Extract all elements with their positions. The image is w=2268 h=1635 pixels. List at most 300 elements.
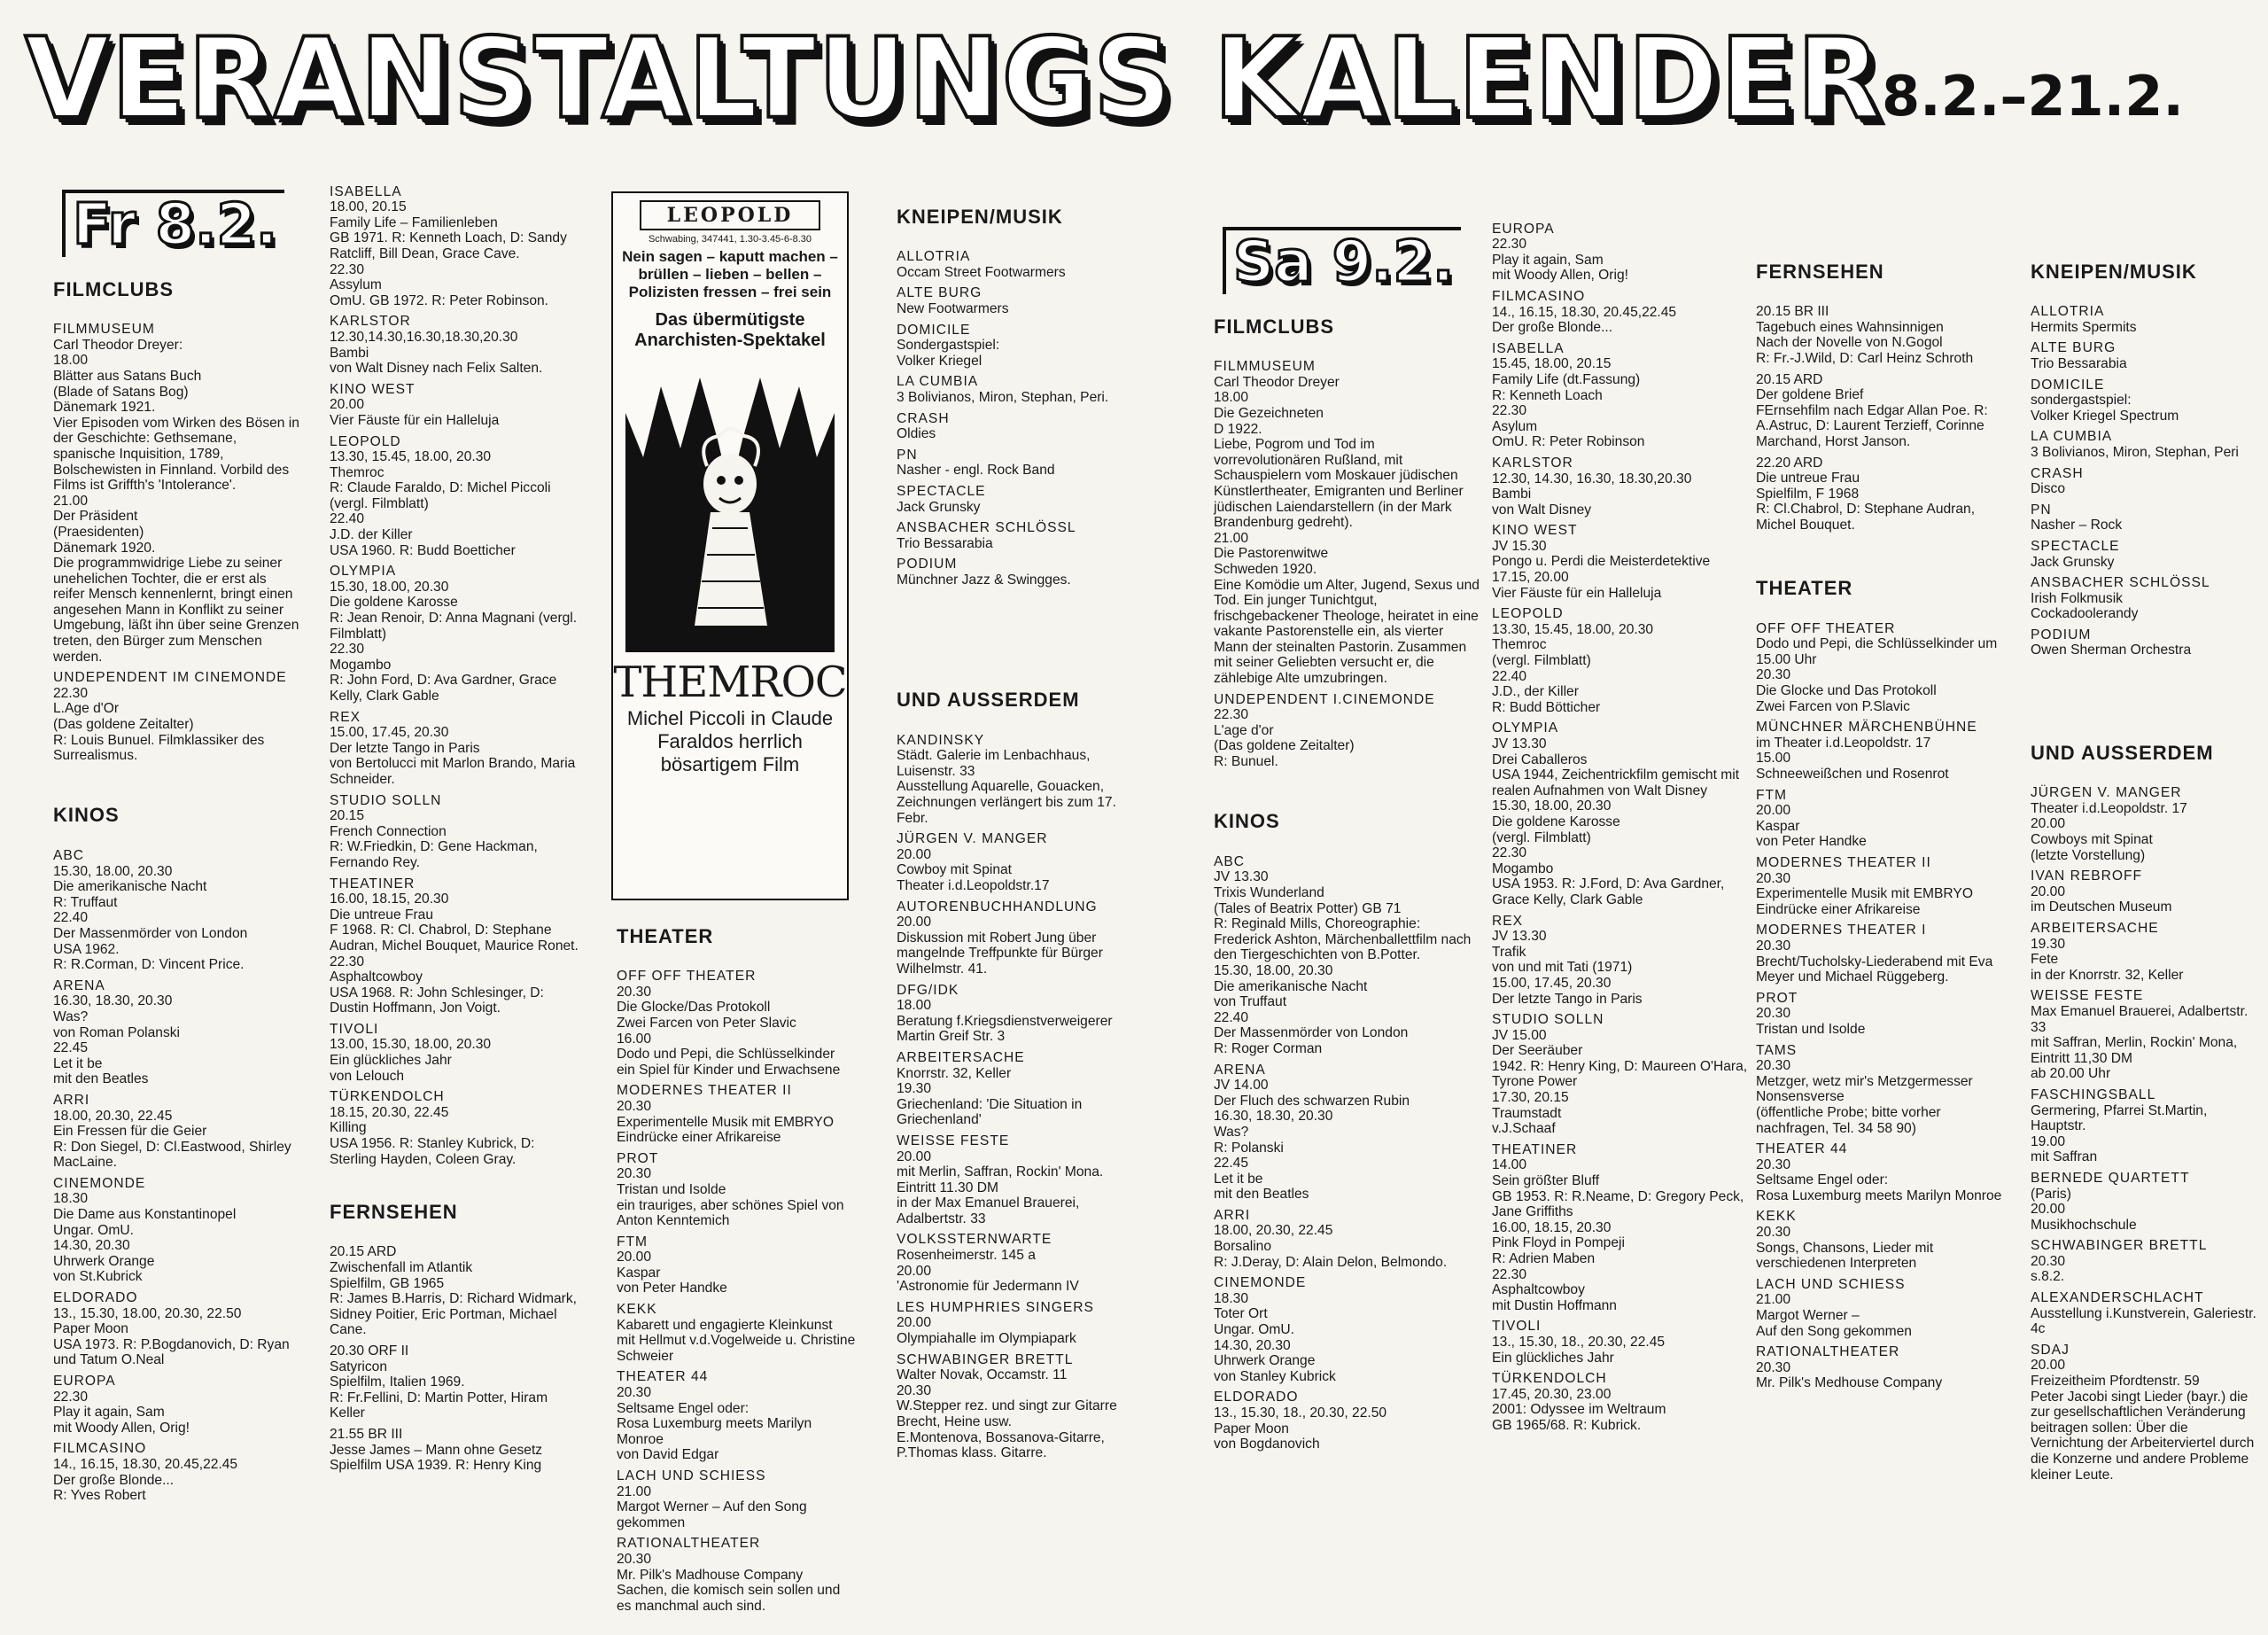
listing-entry (1492, 1012, 1749, 1137)
ad-film-title: THEMROC (613, 658, 847, 707)
venue-name: FILMMUSEUM (53, 322, 155, 338)
venue-name: FILMMUSEUM (1214, 359, 1316, 375)
listing-entry (330, 710, 579, 788)
listing-text: Ausstellung i.Kunstverein, Galeriestr. 4c (2031, 1305, 2256, 1337)
venue-name: ALLOTRIA (897, 249, 971, 265)
venue-name: TIVOLI (1492, 1319, 1542, 1335)
listing-text: 20.15 ARD Zwischenfall im Atlantik Spielfilm, GB 1965 R: James B.Harris, D: Richard Widmark, Sidney Poitier, Eric Portman, Michael Cane. (330, 1244, 577, 1338)
listing-entry (1214, 1275, 1480, 1384)
venue-name: PROT (617, 1150, 659, 1166)
venue-name: PN (2031, 502, 2052, 518)
venue-name: THEATER 44 (617, 1369, 709, 1385)
venue-name: TÜRKENDOLCH (330, 1089, 445, 1105)
listing-entry (1756, 923, 2013, 985)
listing-entry (2031, 785, 2263, 863)
venue-name: RATIONALTHEATER (1756, 1344, 1900, 1360)
listing-entry (330, 793, 579, 871)
listing-entry (1756, 621, 2013, 715)
listing-entry (1492, 914, 1749, 1008)
listing-entry (53, 1374, 301, 1436)
venue-name: LACH UND SCHIESS (1756, 1276, 1906, 1292)
venue-name: REX (330, 709, 361, 725)
listing-text: Hermits Spermits (2031, 319, 2137, 335)
venue-name: MODERNES THEATER II (1756, 855, 1931, 870)
listing-entry (1756, 372, 2013, 450)
listing-entry (1756, 788, 2013, 850)
sat-filmclubs-heading: FILMCLUBS (1214, 315, 1335, 338)
venue-name: TIVOLI (330, 1021, 379, 1037)
listing-text: 20.15 French Connection R: W.Friedkin, D: Gene Hackman, Fernando Rey. (330, 808, 538, 870)
venue-name: THEATINER (1492, 1141, 1578, 1157)
listing-entry (2031, 1290, 2263, 1337)
fri-kneipen-heading: KNEIPEN/MUSIK (897, 205, 1063, 228)
venue-name: PODIUM (2031, 627, 2092, 642)
listing-text: 21.00 Margot Werner – Auf den Song gekommen (1756, 1292, 1912, 1339)
venue-name: KEKK (1756, 1209, 1797, 1225)
listing-text: Carl Theodor Dreyer: 18.00 Blätter aus Satans Buch (Blade of Satans Bog) Dänemark 1921. Vier Episoden vom Wirken des Bösen in der Geschichte: Gethsemane, spanische Inquisition, 1789, Bolschewisten in Finnland. Vorbild des Films ist Griffth's 'Intolerance'. 21.00 Der Präsident (Praesidenten) Dänemark 1920. Die programmwidrige Liebe zu seiner unehelichen Tochter, die er erst als reifer Mensch kennenlernt, bringt einen angesehen Mann in Konflikt zu seiner Umgebung, läßt ihn über seine Grenzen treten, den Bürger zum Menschen werden. (53, 337, 299, 665)
venue-name: FILMCASINO (53, 1441, 147, 1457)
listing-text: 18.00, 20.30, 22.45 Ein Fressen für die Geier R: Don Siegel, D: Cl.Eastwood, Shirley MacLaine. (53, 1108, 291, 1171)
listing-text: JV 13.30 Trixis Wunderland (Tales of Beatrix Potter) GB 71 R: Reginald Mills, Choreographie: Frederick Ashton, Märchenballettfilm nach den Tiergeschichten von B.Potter. 15.30, 18.00, 20.30 Die amerikanische Nacht von Truffaut 22.40 Der Massenmörder von London R: Roger Corman (1214, 869, 1472, 1056)
listing-text: Trio Bessarabia (897, 535, 993, 551)
listing-text: Dodo und Pepi, die Schlüsselkinder um 15.00 Uhr 20.30 Die Glocke und Das Protokoll Zwei Farcen von P.Slavic (1756, 636, 1998, 714)
venue-name: BERNEDE QUARTETT (2031, 1170, 2190, 1186)
venue-name: ARRI (1214, 1207, 1251, 1223)
ad-slogan: Nein sagen – kaputt machen – brüllen – lieben – bellen – Polizisten fressen – frei sein (622, 248, 838, 300)
venue-name: LEOPOLD (1492, 606, 1564, 622)
listing-text: Owen Sherman Orchestra (2031, 642, 2192, 658)
listing-entry (330, 1244, 579, 1338)
venue-name: ELDORADO (53, 1290, 138, 1306)
sat-fernsehen-heading: FERNSEHEN (1756, 260, 1884, 283)
listing-text: 21.55 BR III Jesse James – Mann ohne Gesetz Spielfilm USA 1939. R: Henry King (330, 1426, 543, 1474)
venue-name: CINEMONDE (1214, 1275, 1307, 1291)
venue-name: SPECTACLE (897, 483, 986, 499)
venue-name: FTM (617, 1234, 649, 1250)
listing-entry (1756, 1043, 2013, 1137)
listing-text: 3 Bolivianos, Miron, Stephan, Peri (2031, 444, 2239, 460)
listing-text: 13.30, 15.45, 18.00, 20.30 Themroc (vergl. Filmblatt) 22.40 J.D., der Killer R: Budd Bötticher (1492, 621, 1654, 715)
listing-text: 20.00 Freizeitheim Pfordtenstr. 59 Peter Jacobi singt Lieder (bayr.) die zur gesellschaftlichen Veränderung beitragen sollen: Über die Vernichtung der Arbeiterviertel durch die Konzerne und andere Probleme kleiner Leute. (2031, 1358, 2255, 1483)
listing-entry (2031, 429, 2263, 460)
listing-entry (897, 374, 1145, 405)
listing-text: 16.30, 18.30, 20.30 Was? von Roman Polanski 22.45 Let it be mit den Beatles (53, 993, 181, 1087)
venue-name: KINO WEST (1492, 523, 1578, 539)
venue-name: PN (897, 447, 918, 463)
venue-name: OFF OFF THEATER (617, 969, 757, 985)
listing-entry (1756, 304, 2013, 366)
listing-entry (2031, 378, 2263, 424)
venue-name: PODIUM (897, 557, 958, 572)
listing-entry (330, 1089, 579, 1167)
listing-entry (330, 1427, 579, 1474)
sat-column-1 (1214, 206, 1480, 1517)
listing-entry (897, 557, 1145, 588)
venue-name: KARLSTOR (1492, 455, 1573, 471)
listing-entry (617, 1151, 856, 1229)
venue-name: ARBEITERSACHE (2031, 921, 2159, 936)
listing-entry (897, 484, 1145, 515)
fri-filmclubs-list (53, 322, 301, 764)
venue-name: KINO WEST (330, 381, 416, 397)
listing-text: JV 13.30 Trafik von und mit Tati (1971) 15.00, 17.45, 20.30 Der letzte Tango in Paris (1492, 929, 1643, 1007)
listing-text: sondergastspiel: Volker Kriegel Spectrum (2031, 393, 2179, 424)
listing-entry (1756, 1344, 2013, 1391)
listing-entry (330, 564, 579, 704)
listing-entry (53, 1290, 301, 1368)
listing-text: 18.30 Die Dame aus Konstantinopel Ungar. OmU. 14.30, 20.30 Uhrwerk Orange von St.Kubrick (53, 1191, 237, 1285)
listing-entry (330, 876, 579, 1016)
listing-text: 19.30 Fete in der Knorrstr. 32, Keller (2031, 936, 2184, 983)
listing-entry (1756, 1277, 2013, 1339)
listing-text: 3 Bolivianos, Miron, Stephan, Peri. (897, 389, 1109, 405)
venue-name: LES HUMPHRIES SINGERS (897, 1299, 1094, 1315)
listing-entry (1214, 854, 1480, 1057)
venue-name: MÜNCHNER MÄRCHENBÜHNE (1756, 720, 1977, 736)
fri-column-2 (330, 168, 579, 1542)
listing-entry (1756, 455, 2013, 533)
listing-entry (2031, 1087, 2263, 1165)
venue-name: ELDORADO (1214, 1390, 1299, 1405)
listing-text: 20.15 ARD Der goldene Brief FErnsehfilm nach Edgar Allan Poe. R: A.Astruc, D: Laurent Terzieff, Corinne Marchand, Horst Janson. (1756, 371, 1988, 449)
listing-entry (897, 983, 1145, 1045)
ad-info: Schwabing, 347441, 1.30-3.45-6-8.30 (648, 234, 812, 245)
sat-column-4 (2031, 245, 2263, 1512)
venue-name: LACH UND SCHIESS (617, 1468, 766, 1483)
listing-entry (2031, 627, 2263, 658)
ad-logo: LEOPOLD (640, 200, 820, 230)
masthead-dates: 8.2.–21.2. (1882, 64, 2184, 128)
listing-text: 15.30, 18.00, 20.30 Die amerikanische Nacht R: Truffaut 22.40 Der Massenmörder von London USA 1962. R: R.Corman, D: Vincent Price. (53, 863, 248, 973)
sat-day-label: Sa 9.2. (1223, 227, 1461, 294)
listing-text: 20.30 Tristan und Isolde (1756, 1006, 1866, 1037)
venue-name: ISABELLA (1492, 340, 1565, 356)
venue-name: CINEMONDE (53, 1175, 146, 1191)
fri-kinos-heading: KINOS (53, 804, 120, 827)
fri-kinos-cont-list (330, 184, 579, 1168)
venue-name: SPECTACLE (2031, 538, 2120, 554)
listing-entry (53, 322, 301, 665)
venue-name: ABC (1214, 853, 1246, 869)
venue-name: RATIONALTHEATER (617, 1536, 761, 1552)
listing-entry (53, 1441, 301, 1503)
listing-text: 18.15, 20.30, 22.45 Killing USA 1956. R: Stanley Kubrick, D: Sterling Hayden, Coleen Gray. (330, 1104, 535, 1167)
venue-name: ALLOTRIA (2031, 304, 2105, 320)
fri-theater-heading: THEATER (617, 924, 714, 947)
venue-name: ARRI (53, 1092, 90, 1108)
listing-text: 22.30 Play it again, Sam mit Woody Allen, Orig! (1492, 237, 1628, 284)
listing-entry (1492, 523, 1749, 601)
listing-entry (330, 382, 579, 429)
venue-name: ARENA (53, 977, 105, 993)
listing-entry (2031, 340, 2263, 371)
sat-kneipen-heading: KNEIPEN/MUSIK (2031, 260, 2197, 283)
listing-text: Münchner Jazz & Swingges. (897, 572, 1071, 588)
listing-entry (53, 670, 301, 764)
venue-name: UNDEPENDENT I.CINEMONDE (1214, 691, 1435, 707)
listing-entry (897, 285, 1145, 316)
listing-entry (330, 1343, 579, 1421)
masthead-title: VERANSTALTUNGS KALENDER (25, 13, 1884, 144)
venue-name: FASCHINGSBALL (2031, 1086, 2156, 1102)
listing-text: im Theater i.d.Leopoldstr. 17 15.00 Schneeweißchen und Rosenrot (1756, 735, 1949, 782)
listing-text: Städt. Galerie im Lenbachhaus, Luisenstr. 33 Ausstellung Aquarelle, Gouacken, Zeichnungen verlängert bis zum 17. Febr. (897, 748, 1116, 826)
listing-entry (2031, 304, 2263, 335)
listing-text: 22.30 Play it again, Sam mit Woody Allen, Orig! (53, 1389, 190, 1436)
fri-ausserdem-list (897, 733, 1145, 1461)
listing-entry (1492, 606, 1749, 715)
listing-text: 18.00 Beratung f.Kriegsdienstverweigerer Martin Greif Str. 3 (897, 998, 1113, 1045)
venue-name: THEATINER (330, 876, 416, 891)
listing-text: 22.30 L.Age d'Or (Das goldene Zeitalter) R: Louis Bunuel. Filmklassiker des Surrealismus. (53, 685, 265, 764)
listing-text: 14., 16.15, 18.30, 20.45,22.45 Der große Blonde... R: Yves Robert (53, 1456, 238, 1504)
listing-text: 20.30 Mr. Pilk's Madhouse Company Sachen, die komisch sein sollen und es manchmal auch sind. (617, 1551, 841, 1614)
listing-entry (897, 1232, 1145, 1294)
listing-entry (1214, 1063, 1480, 1203)
sat-kneipen-list (2031, 304, 2263, 658)
listing-text: JV 15.30 Pongo u. Perdi die Meisterdetektive 17.15, 20.00 Vier Fäuste für ein Halleluja (1492, 538, 1711, 601)
listing-text: 22.30 L'age d'or (Das goldene Zeitalter) R: Bunuel. (1214, 707, 1355, 770)
listing-text: 20.30 Tristan und Isolde ein trauriges, aber schönes Spiel von Anton Kenntemich (617, 1166, 844, 1229)
listing-text: (Paris) 20.00 Musikhochschule (2031, 1186, 2137, 1233)
listing-text: Irish Folkmusik Cockadoolerandy (2031, 590, 2139, 622)
listing-text: 13.00, 15.30, 18.00, 20.30 Ein glückliches Jahr von Lelouch (330, 1037, 492, 1084)
listing-entry (617, 1302, 856, 1364)
masthead (25, 12, 2257, 145)
sat-theater-list (1756, 621, 2013, 1391)
listing-text: 22.20 ARD Die untreue Frau Spielfilm, F 1968 R: Cl.Chabrol, D: Stephane Audran, Michel Bouquet. (1756, 455, 1976, 533)
venue-name: AUTORENBUCHHANDLUNG (897, 899, 1098, 915)
venue-name: OLYMPIA (330, 564, 397, 580)
listing-entry (2031, 921, 2263, 983)
fri-kneipen-list (897, 249, 1145, 588)
listing-entry (617, 1369, 856, 1463)
listing-entry (617, 1083, 856, 1145)
venue-name: JÜRGEN V. MANGER (897, 831, 1048, 847)
listing-text: 13., 15.30, 18., 20.30, 22.45 Ein glückliches Jahr (1492, 1334, 1666, 1366)
listing-entry (1214, 1208, 1480, 1270)
listing-entry (1492, 1371, 1749, 1433)
venue-name: ANSBACHER SCHLÖSSL (897, 520, 1076, 536)
listing-entry (2031, 575, 2263, 622)
listing-entry (330, 1022, 579, 1084)
listing-text: Oldies (897, 426, 936, 442)
listing-entry (1492, 341, 1749, 450)
listing-text: 20.00 Kaspar von Peter Handke (1756, 803, 1867, 850)
sat-ausserdem-list (2031, 785, 2263, 1483)
listing-entry (1214, 1390, 1480, 1452)
listing-entry (53, 978, 301, 1087)
listing-entry (1492, 222, 1749, 284)
listing-text: 13., 15.30, 18., 20.30, 22.50 Paper Moon von Bogdanovich (1214, 1405, 1387, 1452)
listing-entry (1492, 289, 1749, 336)
listing-entry (617, 1234, 856, 1296)
listing-text: 20.30 Die Glocke/Das Protokoll Zwei Farcen von Peter Slavic 16.00 Dodo und Pepi, die Schlüsselkinder ein Spiel für Kinder und Erwachsene (617, 984, 841, 1078)
venue-name: ALTE BURG (2031, 340, 2117, 356)
venue-name: KEKK (617, 1302, 657, 1318)
listing-entry (1756, 991, 2013, 1038)
listing-entry (53, 1093, 301, 1171)
venue-name: MODERNES THEATER I (1756, 923, 1927, 938)
venue-name: ANSBACHER SCHLÖSSL (2031, 575, 2210, 591)
listing-text: 20.00 Kaspar von Peter Handke (617, 1250, 727, 1296)
venue-name: SCHWABINGER BRETTL (897, 1351, 1074, 1367)
listing-text: JV 13.30 Drei Caballeros USA 1944, Zeichentrickfilm gemischt mit realen Aufnahmen von Walt Disney 15.30, 18.00, 20.30 Die goldene Karosse (vergl. Filmblatt) 22.30 Mogambo USA 1953. R: J.Ford, D: Ava Gardner, Grace Kelly, Clark Gable (1492, 736, 1740, 907)
listing-text: 20.30 Mr. Pilk's Medhouse Company (1756, 1359, 1943, 1391)
listing-text: 15.00, 17.45, 20.30 Der letzte Tango in Paris von Bertolucci mit Marlon Brando, Maria Schneider. (330, 725, 576, 787)
listing-text: 14.00 Sein größter Bluff GB 1953. R: R.Neame, D: Gregory Peck, Jane Griffiths 16.00, 18.15, 20.30 Pink Floyd in Pompeji R: Adrien Maben 22.30 Asphaltcowboy mit Dustin Hoffmann (1492, 1157, 1744, 1313)
listing-entry (1756, 1141, 2013, 1203)
venue-name: DOMICILE (2031, 377, 2105, 393)
listing-entry (2031, 868, 2263, 915)
listing-entry (897, 831, 1145, 893)
venue-name: OFF OFF THEATER (1756, 620, 1896, 636)
listing-text: 20.00 Cowboy mit Spinat Theater i.d.Leopoldstr.17 (897, 846, 1050, 893)
sat-kinos-heading: KINOS (1214, 810, 1280, 833)
listing-entry (2031, 466, 2263, 497)
venue-name: UNDEPENDENT IM CINEMONDE (53, 670, 287, 686)
listing-text: 20.30 Metzger, wetz mir's Metzgermesser Nonsensverse (öffentliche Probe; bitte vorher nachfragen, Tel. 34 58 90) (1756, 1058, 1973, 1136)
fri-column-4 (897, 190, 1145, 1519)
venue-name: ARENA (1214, 1062, 1266, 1078)
venue-name: ISABELLA (330, 183, 402, 199)
listing-entry (2031, 502, 2263, 533)
venue-name: TÜRKENDOLCH (1492, 1371, 1607, 1387)
listing-text: 20.00 im Deutschen Museum (2031, 884, 2172, 915)
listing-entry (2031, 988, 2263, 1082)
listing-entry (2031, 1171, 2263, 1233)
fri-column-1 (53, 168, 301, 1515)
themroc-advertisement (611, 191, 849, 900)
listing-text: 13.30, 15.45, 18.00, 20.30 Themroc R: Claude Faraldo, D: Michel Piccoli (vergl. Filmblatt) 22.40 J.D. der Killer USA 1960. R: Budd Boetticher (330, 449, 551, 558)
listing-text: 12.30, 14.30, 16.30, 18.30,20.30 Bambi von Walt Disney (1492, 471, 1692, 518)
fri-fernsehen-heading: FERNSEHEN (330, 1200, 458, 1223)
venue-name: KANDINSKY (897, 732, 985, 748)
sat-ausserdem-heading: UND AUSSERDEM (2031, 741, 2214, 764)
listing-entry (1214, 692, 1480, 770)
venue-name: ARBEITERSACHE (897, 1049, 1025, 1065)
sat-theater-heading: THEATER (1756, 577, 1853, 600)
listing-text: 18.30 Toter Ort Ungar. OmU. 14.30, 20.30 Uhrwerk Orange von Stanley Kubrick (1214, 1290, 1336, 1384)
listing-entry (897, 899, 1145, 977)
ad-credit: Michel Piccoli in Claude Faraldos herrlich bösartigem Film (626, 707, 834, 775)
listing-entry (1756, 720, 2013, 782)
listing-text: Max Emanuel Brauerei, Adalbertstr. 33 mit Saffran, Merlin, Rockin' Mona, Eintritt 11,30 DM ab 20.00 Uhr (2031, 1003, 2249, 1082)
listing-text: 15.45, 18.00, 20.15 Family Life (dt.Fassung) R: Kenneth Loach 22.30 Asylum OmU. R: Peter Robinson (1492, 356, 1645, 450)
fri-day-label: Fr 8.2. (62, 190, 284, 257)
venue-name: TAMS (1756, 1042, 1798, 1058)
sat-column-3 (1756, 245, 2013, 1512)
listing-text: 20.30 Seltsame Engel oder: Rosa Luxemburg meets Marilyn Monroe von David Edgar (617, 1385, 812, 1463)
listing-entry (897, 249, 1145, 280)
listing-entry (1756, 1209, 2013, 1271)
listing-text: 20.00 Vier Fäuste für ein Halleluja (330, 397, 500, 428)
venue-name: PROT (1756, 990, 1798, 1006)
fri-filmclubs-heading: FILMCLUBS (53, 277, 175, 300)
listing-text: Nasher - engl. Rock Band (897, 463, 1055, 479)
listing-text: 18.00, 20.15 Family Life – Familienleben GB 1971. R: Kenneth Loach, D: Sandy Ratcliff, Bill Dean, Grace Cave. 22.30 Assylum OmU. GB 1972. R: Peter Robinson. (330, 199, 567, 308)
listing-text: Trio Bessarabia (2031, 355, 2127, 371)
venue-name: VOLKSSTERNWARTE (897, 1232, 1052, 1248)
listing-text: New Footwarmers (897, 300, 1009, 316)
listing-entry (1756, 855, 2013, 917)
listing-entry (897, 1050, 1145, 1128)
venue-name: REX (1492, 913, 1524, 929)
sat-fernsehen-list (1756, 304, 2013, 533)
sat-kinos-list (1214, 854, 1480, 1452)
venue-name: FILMCASINO (1492, 288, 1586, 304)
venue-name: CRASH (897, 410, 950, 426)
listing-entry (617, 1536, 856, 1614)
listing-text: JV 15.00 Der Seeräuber 1942. R: Henry King, D: Maureen O'Hara, Tyrone Power 17.30, 20.15 Traumstadt v.J.Schaaf (1492, 1027, 1748, 1137)
listing-text: Knorrstr. 32, Keller 19.30 Griechenland: 'Die Situation in Griechenland' (897, 1065, 1083, 1128)
listing-entry (53, 1176, 301, 1285)
venue-name: JÜRGEN V. MANGER (2031, 785, 2182, 801)
venue-name: IVAN REBROFF (2031, 868, 2143, 884)
ad-illustration (625, 360, 835, 652)
listing-text: Theater i.d.Leopoldstr. 17 20.00 Cowboys mit Spinat (letzte Vorstellung) (2031, 800, 2187, 863)
listing-text: 15.30, 18.00, 20.30 Die goldene Karosse R: Jean Renoir, D: Anna Magnani (vergl. Filmblatt) 22.30 Mogambo R: John Ford, D: Ava Gardner, Grace Kelly, Clark Gable (330, 579, 578, 704)
venue-name: WEISSE FESTE (897, 1133, 1010, 1148)
venue-name: DOMICILE (897, 322, 971, 338)
venue-name: LEOPOLD (330, 433, 401, 449)
listing-entry (897, 448, 1145, 479)
listing-text: Disco (2031, 481, 2065, 497)
listing-entry (330, 434, 579, 559)
listing-text: 20.30 Brecht/Tucholsky-Liederabend mit Eva Meyer und Michael Rüggeberg. (1756, 938, 1993, 985)
venue-name: MODERNES THEATER II (617, 1083, 792, 1099)
listing-entry (617, 969, 856, 1078)
listing-entry (2031, 1238, 2263, 1285)
listing-text: 13., 15.30, 18.00, 20.30, 22.50 Paper Moon USA 1973. R: P.Bogdanovich, D: Ryan und Tatum O.Neal (53, 1305, 290, 1368)
listing-text: 21.00 Margot Werner – Auf den Song gekommen (617, 1483, 807, 1530)
listing-entry (1214, 359, 1480, 686)
venue-name: OLYMPIA (1492, 720, 1559, 736)
listing-text: Rosenheimerstr. 145 a 20.00 'Astronomie für Jedermann IV (897, 1248, 1079, 1295)
venue-name: FTM (1756, 787, 1788, 803)
venue-name: KARLSTOR (330, 314, 411, 330)
listing-entry (897, 733, 1145, 827)
fri-theater-column (617, 909, 856, 1614)
listing-text: 20.30 Songs, Chansons, Lieder mit verschiedenen Interpreten (1756, 1225, 1934, 1272)
listing-text: 17.45, 20.30, 23.00 2001: Odyssee im Weltraum GB 1965/68. R: Kubrick. (1492, 1386, 1666, 1433)
listing-entry (1492, 455, 1749, 518)
venue-name: STUDIO SOLLN (330, 792, 442, 808)
listing-entry (897, 520, 1145, 551)
listing-text: 20.15 BR III Tagebuch eines Wahnsinnigen Nach der Novelle von N.Gogol R: Fr.-J.Wild, D: Carl Heinz Schroth (1756, 304, 1974, 366)
venue-name: LA CUMBIA (2031, 429, 2113, 445)
listing-text: 20.00 Diskussion mit Robert Jung über mangelnde Treffpunkte für Bürger Wilhelmstr. 41. (897, 915, 1103, 977)
listing-text: Nasher – Rock (2031, 518, 2123, 533)
sat-kinos-cont-list (1492, 222, 1749, 1434)
venue-name: EUROPA (53, 1374, 116, 1389)
venue-name: STUDIO SOLLN (1492, 1012, 1604, 1028)
listing-text: 20.30 s.8.2. (2031, 1253, 2066, 1285)
listing-text: 20.30 ORF II Satyricon Spielfilm, Italien 1969. R: Fr.Fellini, D: Martin Potter, Hiram Keller (330, 1343, 548, 1421)
listing-text: 20.00 mit Merlin, Saffran, Rockin' Mona. Eintritt 11.30 DM in der Max Emanuel Brauerei, Adalbertstr. 33 (897, 1148, 1104, 1226)
venue-name: CRASH (2031, 465, 2084, 481)
fri-ausserdem-heading: UND AUSSERDEM (897, 689, 1080, 712)
listing-entry (1492, 1319, 1749, 1366)
listing-entry (897, 323, 1145, 370)
listing-entry (1492, 720, 1749, 907)
venue-name: SDAJ (2031, 1342, 2070, 1358)
listing-text: 12.30,14.30,16.30,18.30,20.30 Bambi von Walt Disney nach Felix Salten. (330, 329, 543, 377)
venue-name: WEISSE FESTE (2031, 988, 2144, 1004)
fri-theater-list (617, 969, 856, 1614)
listing-text: 20.30 Seltsame Engel oder: Rosa Luxemburg meets Marilyn Monroe (1756, 1156, 2002, 1203)
fri-fernsehen-list (330, 1244, 579, 1473)
